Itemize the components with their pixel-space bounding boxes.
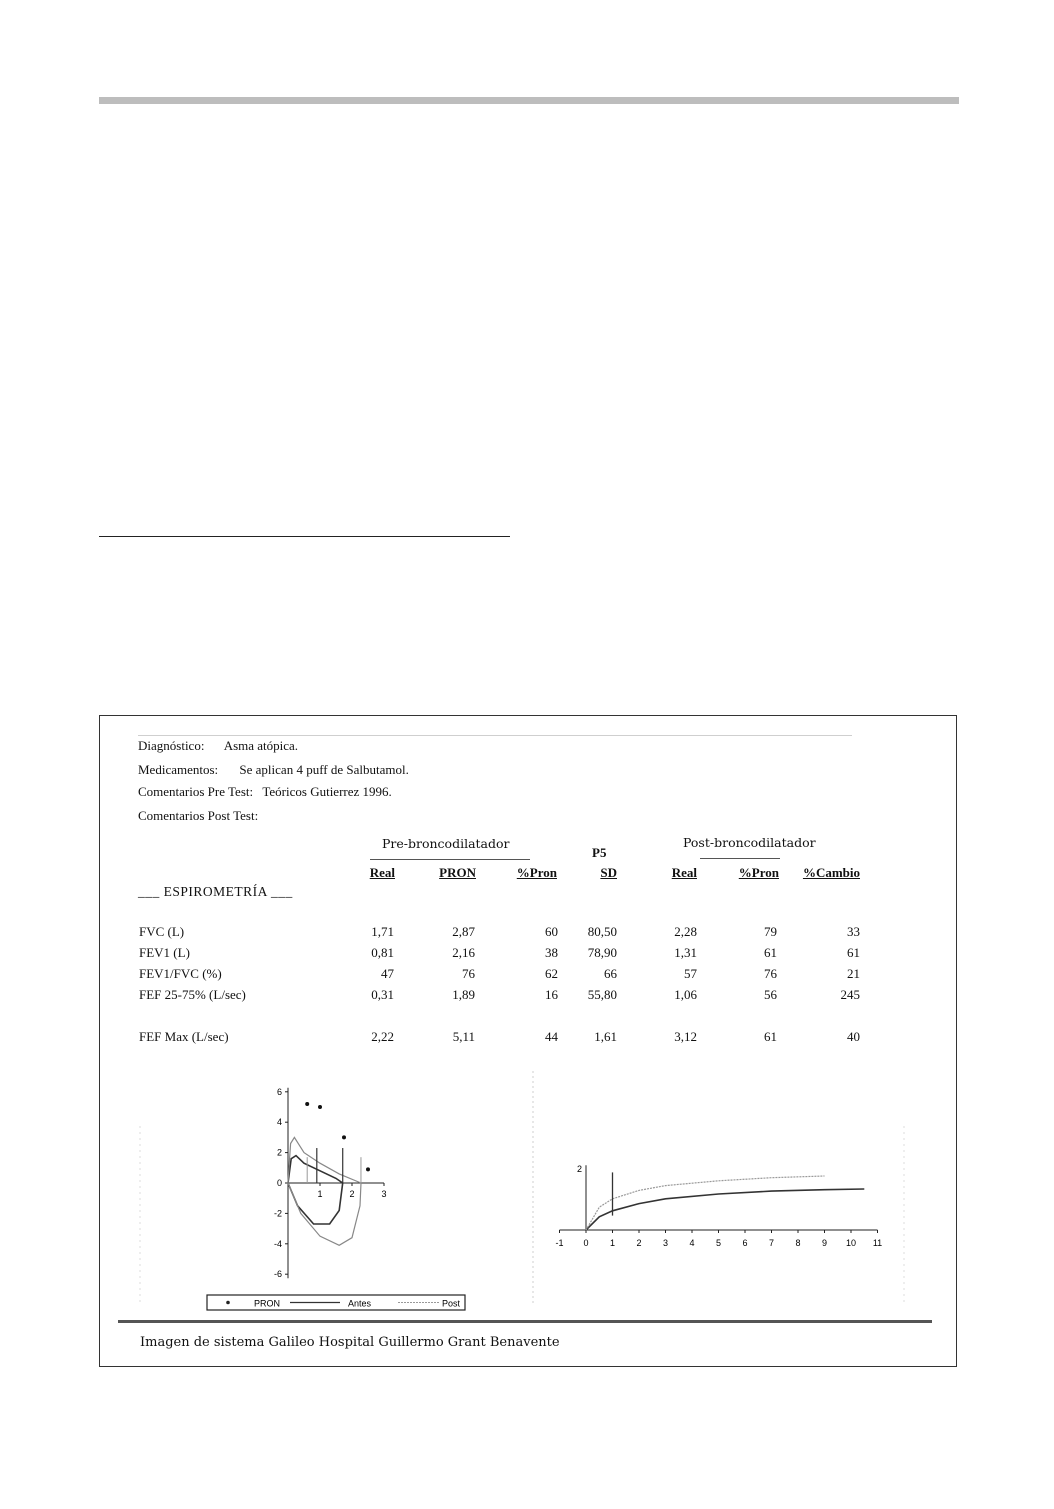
col-head-post-real: Real [671, 865, 697, 880]
cell: 79 [764, 924, 777, 939]
cell: 16 [545, 987, 558, 1002]
cell: 62 [545, 966, 558, 981]
post-group-line [700, 858, 780, 859]
vt-x-tick-label: 4 [689, 1238, 695, 1248]
vt-x-tick-label: 7 [768, 1238, 775, 1248]
cell: 55,80 [587, 987, 617, 1002]
cell: 47 [381, 966, 394, 981]
row-label-fev1-fvc: FEV1/FVC (%) [139, 966, 222, 981]
cell: 61 [764, 1029, 777, 1044]
section-rule [99, 536, 510, 537]
cell: 56 [764, 987, 777, 1002]
cell: 5,11 [452, 1029, 475, 1044]
top-divider-bar [99, 97, 959, 104]
cell: 245 [840, 987, 860, 1002]
cell: 3,12 [674, 1029, 697, 1044]
meta-comentarios-pre [138, 784, 392, 800]
cell: 60 [545, 924, 558, 939]
fv-x-tick-label: 3 [381, 1189, 387, 1199]
cell: 0,31 [371, 987, 394, 1002]
vt-x-tick-label: 8 [795, 1238, 801, 1248]
fv-pron-point [305, 1102, 309, 1106]
cell: 1,89 [452, 987, 475, 1002]
row-label-fef-max: FEF Max (L/sec) [139, 1029, 229, 1044]
meta-label: Diagnóstico: [138, 738, 205, 753]
meta-diagnostico [138, 738, 298, 754]
fv-pron-point [318, 1105, 322, 1109]
fv-y-tick-label: -2 [273, 1208, 282, 1219]
cell: 1,61 [594, 1029, 617, 1044]
meta-label: Comentarios Pre Test: [138, 784, 254, 799]
row-label-fvc: FVC (L) [139, 924, 185, 939]
espirometria-title: ___ ESPIROMETRÍA ___ [138, 884, 293, 899]
cell: 2,16 [452, 945, 475, 960]
pre-broncodilatador-label: Pre-broncodilatador [382, 836, 510, 851]
post-broncodilatador-label: Post-broncodilatador [683, 835, 816, 850]
fv-y-tick-label: 6 [276, 1086, 282, 1097]
pre-group-line [370, 859, 530, 860]
cell: 76 [462, 966, 475, 981]
cell: 38 [545, 945, 558, 960]
fv-y-tick-label: -4 [273, 1238, 282, 1249]
figure-caption: Imagen de sistema Galileo Hospital Guillermo Grant Benavente [140, 1335, 560, 1350]
fv-x-tick-label: 2 [349, 1189, 355, 1199]
p5-label: P5 [592, 845, 607, 860]
vt-x-tick-label: 3 [662, 1238, 669, 1248]
fv-series-post [288, 1137, 361, 1183]
cell: 1,31 [674, 945, 697, 960]
legend-pron-label: PRON [254, 1298, 281, 1309]
fv-pron-point [366, 1167, 370, 1171]
cell: 61 [764, 945, 777, 960]
fv-y-tick-label: 0 [276, 1178, 282, 1188]
vt-x-tick-label: 6 [742, 1238, 748, 1248]
cell: 78,90 [587, 945, 617, 960]
cell: 1,71 [371, 924, 394, 939]
vt-x-tick-label: -1 [555, 1238, 564, 1248]
spirometry-figure [99, 715, 957, 1367]
cell: 1,06 [674, 987, 697, 1002]
cell: 80,50 [587, 924, 617, 939]
meta-value: Asma atópica. [223, 738, 299, 753]
meta-medicamentos [138, 762, 409, 778]
chart-legend [207, 1295, 465, 1310]
vt-x-tick-label: 0 [583, 1238, 589, 1248]
cell: 2,28 [674, 924, 697, 939]
col-head-sd: SD [600, 865, 617, 880]
cell: 40 [847, 1029, 860, 1044]
row-label-fef-25-75: FEF 25-75% (L/sec) [139, 987, 246, 1002]
col-head-post-pct-pron: %Pron [738, 865, 779, 880]
col-head-real: Real [369, 865, 395, 880]
vt-x-tick-label: 1 [609, 1238, 616, 1248]
cell: 21 [847, 966, 860, 981]
fv-y-tick-label: -6 [273, 1269, 282, 1280]
cell: 2,22 [371, 1029, 394, 1044]
row-label-fev1: FEV1 (L) [139, 945, 190, 960]
fv-y-tick-label: 4 [276, 1117, 282, 1128]
legend-pron-dot [226, 1301, 230, 1305]
caption-separator [118, 1320, 932, 1323]
cell: 0,81 [371, 945, 394, 960]
fv-pron-point [342, 1135, 346, 1139]
vt-x-tick-label: 11 [872, 1238, 883, 1248]
fv-x-tick-label: 1 [317, 1189, 323, 1199]
vt-y-tick-label: 2 [576, 1164, 582, 1174]
legend-antes-label: Antes [348, 1298, 372, 1309]
cell: 76 [764, 966, 777, 981]
cell: 44 [545, 1029, 558, 1044]
legend-post-label: Post [442, 1298, 461, 1309]
cell: 61 [847, 945, 860, 960]
cell: 57 [684, 966, 697, 981]
volume-time-chart [555, 1164, 882, 1248]
header-rule [138, 735, 852, 736]
vt-x-tick-label: 5 [715, 1238, 722, 1248]
col-head-pron: PRON [439, 865, 476, 880]
meta-label: Medicamentos: [138, 762, 219, 777]
vt-series-antes [586, 1189, 864, 1230]
vt-x-tick-label: 10 [845, 1238, 857, 1248]
flow-volume-chart [274, 1087, 387, 1279]
col-head-pct-cambio: %Cambio [802, 865, 860, 880]
cell: 2,87 [452, 924, 475, 939]
cell: 66 [604, 966, 617, 981]
cell: 33 [847, 924, 860, 939]
vt-x-tick-label: 9 [821, 1238, 828, 1248]
fv-y-tick-label: 2 [276, 1147, 282, 1158]
col-head-pct-pron: %Pron [516, 865, 557, 880]
meta-comentarios-post [138, 808, 258, 824]
vt-series-post [586, 1176, 825, 1230]
meta-label: Comentarios Post Test: [138, 808, 259, 823]
vt-x-tick-label: 2 [636, 1238, 642, 1248]
meta-value: Se aplican 4 puff de Salbutamol. [239, 762, 409, 777]
meta-value: Teóricos Gutierrez 1996. [262, 784, 392, 799]
